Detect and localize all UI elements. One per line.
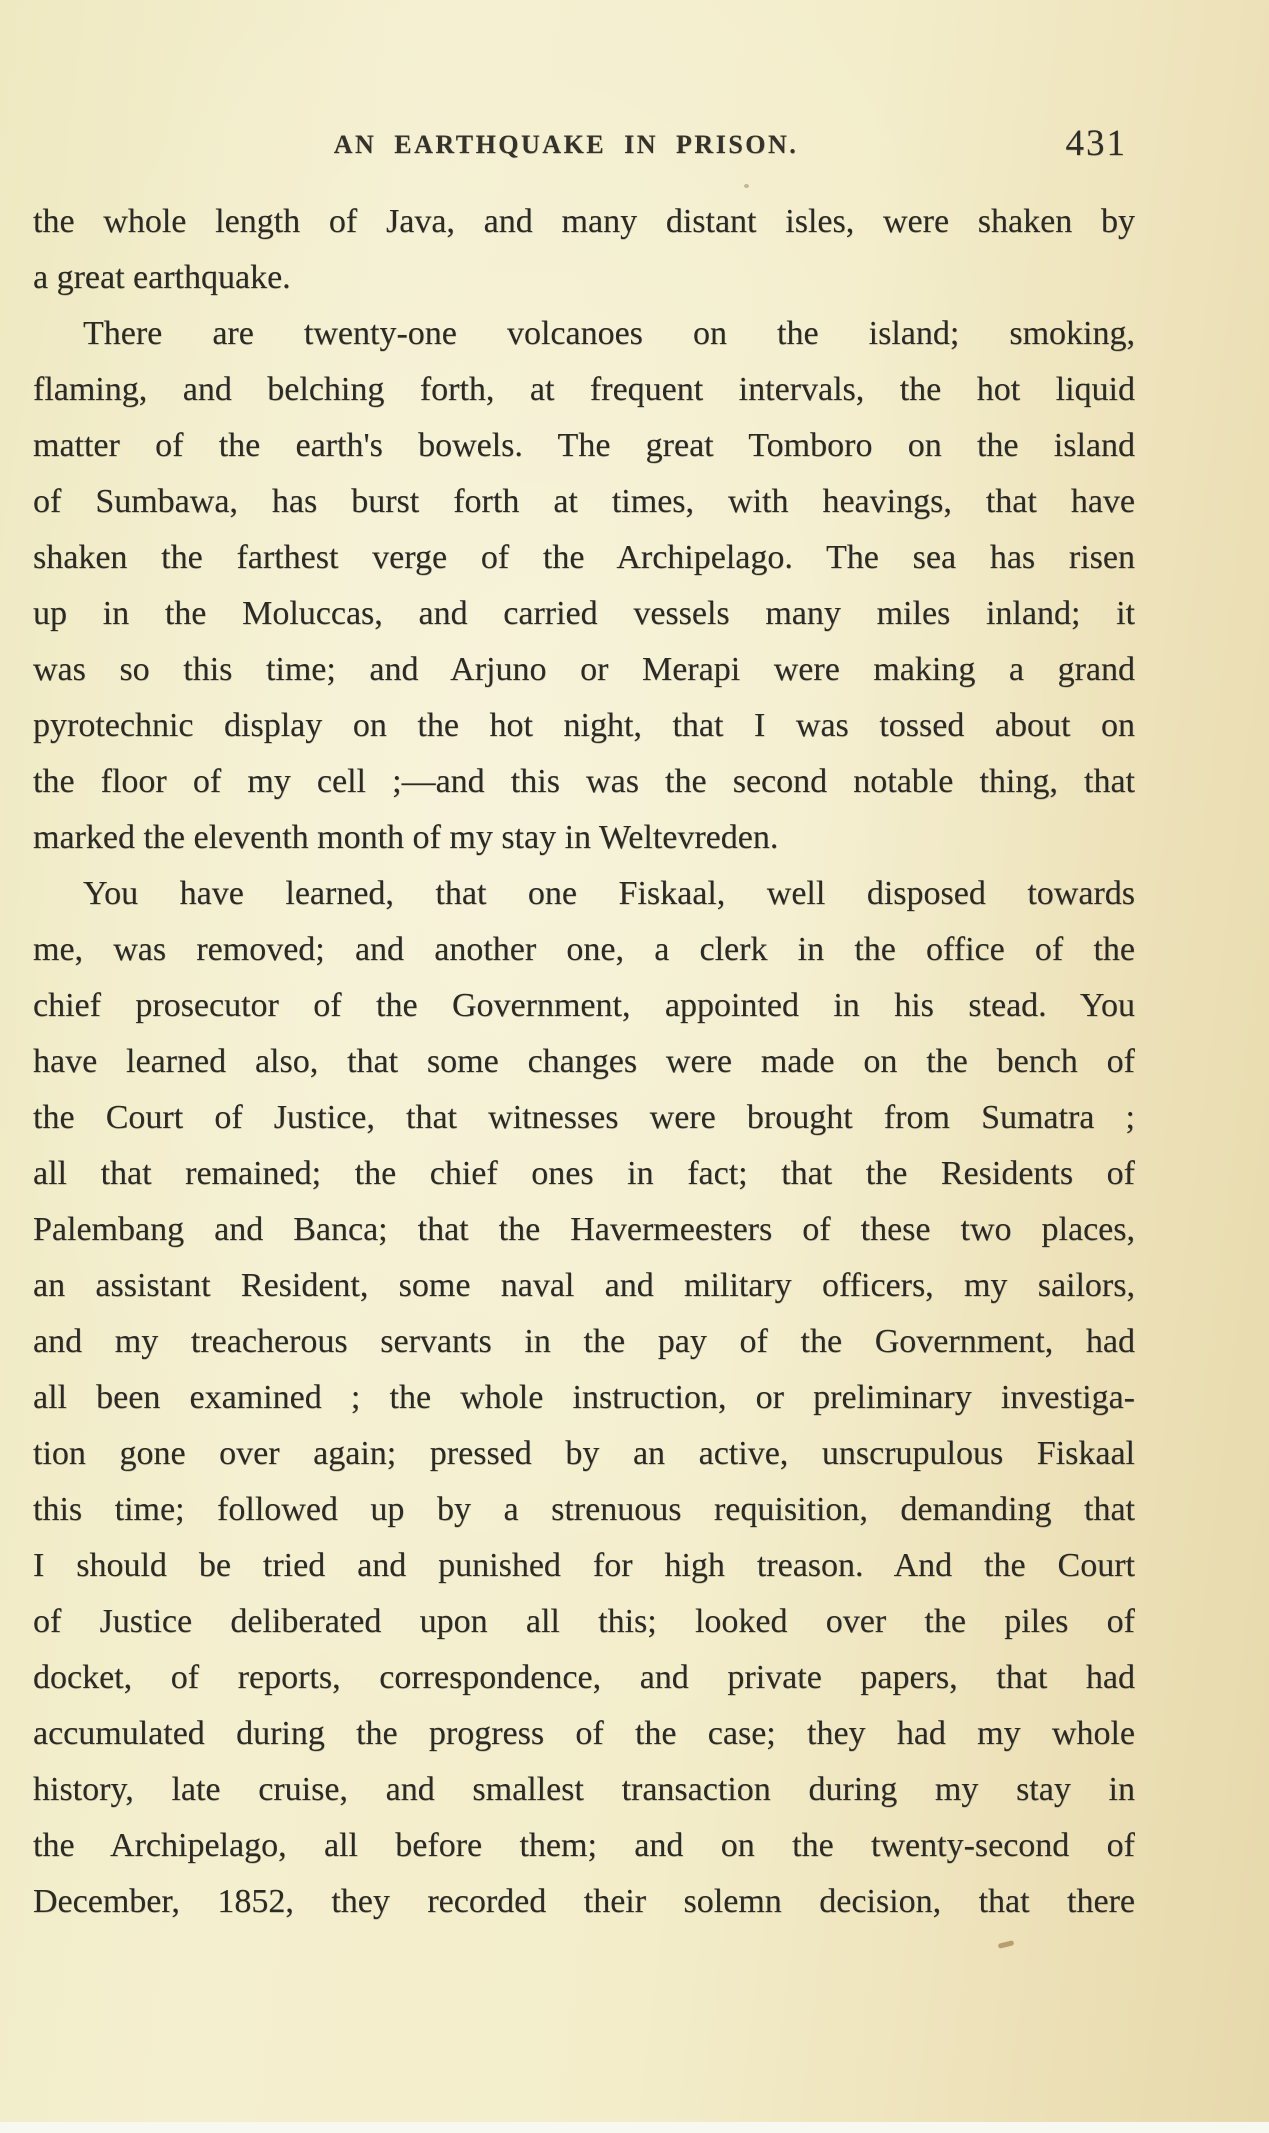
paper-speck <box>744 184 749 188</box>
text-line: marked the eleventh month of my stay in Weltevreden. <box>33 819 779 856</box>
text-line: tion gone over again; pressed by an active, unscrupulous Fiskaal <box>33 1435 1135 1472</box>
text-line: December, 1852, they recorded their solemn decision, that there <box>33 1883 1135 1920</box>
text-line: all that remained; the chief ones in fact; that the Residents of <box>33 1155 1135 1192</box>
text-line: flaming, and belching forth, at frequent intervals, the hot liquid <box>33 371 1135 408</box>
text-line: me, was removed; and another one, a clerk in the office of the <box>33 931 1135 968</box>
text-line: pyrotechnic display on the hot night, that I was tossed about on <box>33 707 1135 744</box>
running-title: AN EARTHQUAKE IN PRISON. <box>333 130 799 159</box>
text-line: an assistant Resident, some naval and military officers, my sailors, <box>33 1267 1135 1304</box>
text-line: this time; followed up by a strenuous requisition, demanding that <box>33 1491 1135 1528</box>
text-line: the floor of my cell ;—and this was the second notable thing, that <box>33 763 1135 800</box>
text-line: the whole length of Java, and many distant isles, were shaken by <box>33 203 1135 240</box>
text-line: all been examined ; the whole instruction, or preliminary investiga- <box>33 1379 1135 1416</box>
text-line: up in the Moluccas, and carried vessels many miles inland; it <box>33 595 1135 632</box>
text-line: You have learned, that one Fiskaal, well disposed towards <box>83 875 1135 912</box>
text-line: accumulated during the progress of the case; they had my whole <box>33 1715 1135 1752</box>
text-line: of Sumbawa, has burst forth at times, with heavings, that have <box>33 483 1135 520</box>
text-line: the Archipelago, all before them; and on the twenty-second of <box>33 1827 1135 1864</box>
text-line: I should be tried and punished for high treason. And the Court <box>33 1547 1135 1584</box>
text-line: the Court of Justice, that witnesses were brought from Sumatra ; <box>33 1099 1135 1136</box>
text-block <box>33 194 1135 1930</box>
text-line: shaken the farthest verge of the Archipelago. The sea has risen <box>33 539 1135 576</box>
ink-smudge <box>998 1940 1015 1949</box>
text-line: of Justice deliberated upon all this; looked over the piles of <box>33 1603 1135 1640</box>
text-line: was so this time; and Arjuno or Merapi were making a grand <box>33 651 1135 688</box>
text-line: Palembang and Banca; that the Havermeesters of these two places, <box>33 1211 1135 1248</box>
text-line: docket, of reports, correspondence, and private papers, that had <box>33 1659 1135 1696</box>
text-line: There are twenty-one volcanoes on the island; smoking, <box>83 315 1135 352</box>
scan-edge-strip <box>0 2122 1269 2133</box>
text-line: and my treacherous servants in the pay of the Government, had <box>33 1323 1135 1360</box>
page-header <box>33 123 1135 180</box>
page-number: 431 <box>1065 123 1127 164</box>
text-line: chief prosecutor of the Government, appointed in his stead. You <box>33 987 1135 1024</box>
text-line: a great earthquake. <box>33 259 291 296</box>
text-line: history, late cruise, and smallest transaction during my stay in <box>33 1771 1135 1808</box>
text-line: have learned also, that some changes were made on the bench of <box>33 1043 1135 1080</box>
text-line: matter of the earth's bowels. The great Tomboro on the island <box>33 427 1135 464</box>
